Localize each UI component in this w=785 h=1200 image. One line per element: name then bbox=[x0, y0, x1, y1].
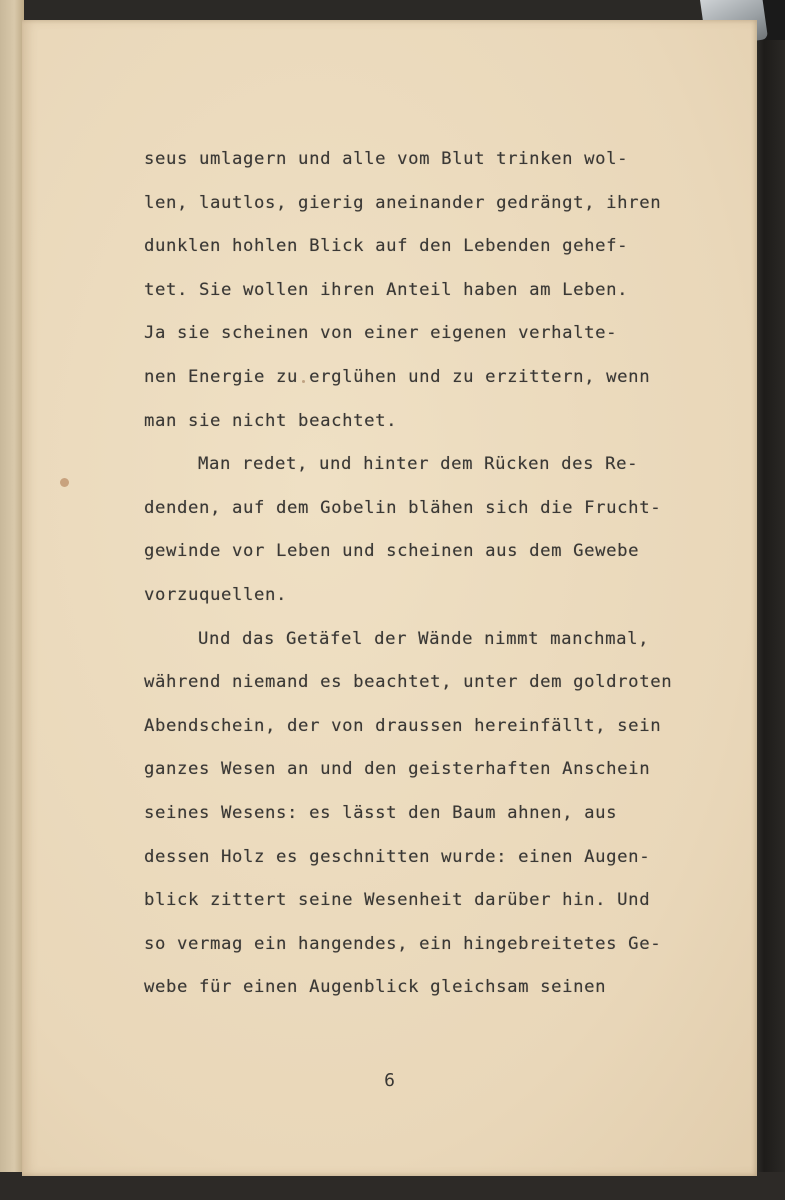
text-line: seus umlagern und alle vom Blut trinken wol- bbox=[144, 149, 629, 169]
text-line: dunklen hohlen Blick auf den Lebenden gehef- bbox=[144, 236, 629, 257]
text-line: gewinde vor Leben und scheinen aus dem Gewebe bbox=[144, 541, 640, 562]
text-line: vorzuquellen. bbox=[144, 584, 288, 605]
text-line: seines Wesens: es lässt den Baum ahnen, aus bbox=[144, 802, 618, 823]
text-line: ganzes Wesen an und den geisterhaften Anschein bbox=[144, 759, 651, 780]
text-line: webe für einen Augenblick gleichsam seinen bbox=[144, 977, 607, 998]
text-line: Man redet, und hinter dem Rücken des Re- bbox=[198, 454, 639, 475]
body-text bbox=[144, 138, 704, 1010]
page-number: 6 bbox=[384, 1070, 395, 1091]
text-line: Ja sie scheinen von einer eigenen verhalte- bbox=[144, 323, 618, 344]
text-line: len, lautlos, gierig aneinander gedrängt, ihren bbox=[144, 192, 662, 213]
text-line: Und das Getäfel der Wände nimmt manchmal, bbox=[198, 628, 650, 649]
book-bottom-edge bbox=[0, 1172, 785, 1200]
text-line: nen Energie zu erglühen und zu erzittern, wenn bbox=[144, 366, 651, 387]
text-line: so vermag ein hangendes, ein hingebreitetes Ge- bbox=[144, 933, 662, 954]
paper-stain bbox=[60, 478, 69, 487]
text-line: tet. Sie wollen ihren Anteil haben am Leben. bbox=[144, 279, 629, 300]
text-line: während niemand es beachtet, unter dem goldroten bbox=[144, 672, 673, 693]
typewritten-page bbox=[22, 20, 757, 1176]
text-line: denden, auf dem Gobelin blähen sich die Frucht- bbox=[144, 497, 662, 518]
text-line: dessen Holz es geschnitten wurde: einen Augen- bbox=[144, 846, 651, 867]
text-line: Abendschein, der von draussen hereinfällt, sein bbox=[144, 715, 662, 736]
previous-page-edge bbox=[0, 0, 24, 1180]
text-line: blick zittert seine Wesenheit darüber hin. Und bbox=[144, 890, 651, 911]
text-line: man sie nicht beachtet. bbox=[144, 410, 398, 431]
